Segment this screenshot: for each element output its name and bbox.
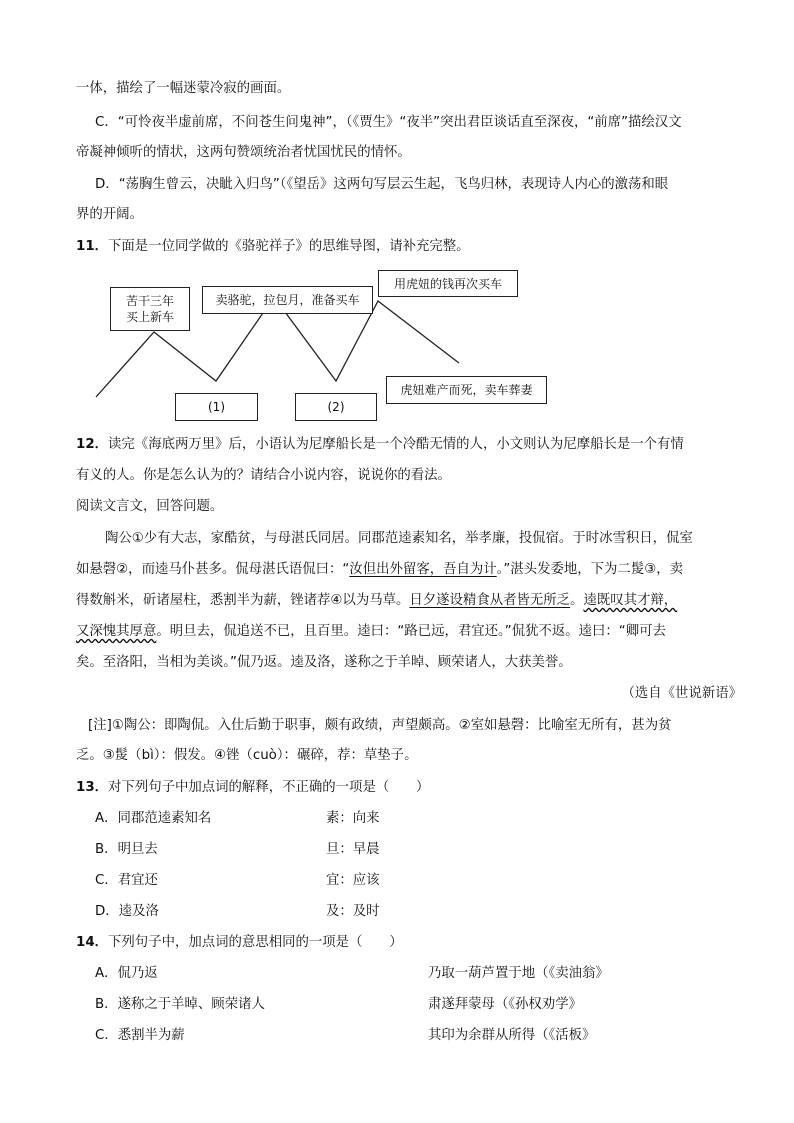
question-12-line1 — [76, 435, 684, 455]
q13-option-d-gloss: 及：及时 — [326, 904, 380, 919]
option-c-line1: C．“可怜夜半虚前席，不问苍生问鬼神”，（《贾生》“夜半”突出君臣谈话直至深夜，“前席”描绘汉文 — [95, 115, 682, 130]
question-number: 13． — [76, 780, 109, 795]
option-c-line2: 帝凝神倾听的情状，这两句赞颂统治者忧国忧民的情怀。 — [76, 145, 411, 160]
paragraph-tail: 一体，描绘了一幅迷蒙冷寂的画面。 — [76, 81, 291, 96]
question-14 — [76, 933, 403, 953]
classical-line-2 — [76, 560, 683, 580]
reading-intro: 阅读文言文，回答问题。 — [76, 499, 224, 514]
q14-option-b-compare: 肃遂拜蒙母（《孙权劝学》 — [428, 997, 582, 1012]
q14-option-a-compare: 乃取一葫芦置于地（《卖油翁》 — [428, 966, 609, 981]
mindmap-blank-1[interactable]: (1) — [175, 393, 258, 421]
mindmap-box-2: 卖骆驼，拉包月，准备买车 — [202, 286, 373, 314]
q13-option-b[interactable]: B．明旦去 — [95, 842, 158, 857]
text-span: 。”湛头发委地，下为二髲③，卖 — [496, 562, 683, 577]
text-span: 得数斛米，斫诸屋柱，悉割半为薪，锉诸荐④以为马草。 — [76, 593, 410, 608]
question-text: 对下列句子中加点词的解释，不正确的一项是（ ） — [108, 780, 430, 795]
question-text: 读完《海底两万里》后，小语认为尼摩船长是一个冷酷无情的人，小文则认为尼摩船长是一个有情 — [108, 437, 684, 452]
wavy-underlined-sentence: 又深愧其厚意 — [76, 624, 157, 639]
q13-option-d[interactable]: D．逵及洛 — [95, 904, 159, 919]
q14-option-c[interactable]: C．悉割半为薪 — [95, 1028, 185, 1043]
classical-line-4 — [76, 622, 666, 642]
q13-option-c-gloss: 宜：应该 — [326, 873, 380, 888]
classical-line-5: 矣。至洛阳，当相为美谈。”侃乃返。逵及洛，遂称之于羊晫、顾荣诸人，大获美誉。 — [76, 655, 572, 670]
source-citation: （选自《世说新语》 — [621, 686, 742, 701]
wavy-underlined-sentence: 逵既叹其才辩， — [583, 593, 678, 608]
text-span: 如悬磬②，而逵马仆甚多。侃母湛氏语侃曰：“ — [76, 562, 350, 577]
question-number: 12． — [76, 437, 109, 452]
q13-option-a[interactable]: A．同郡范逵素知名 — [95, 811, 212, 826]
underlined-sentence: 日夕遂设精食从者皆无所乏 — [409, 593, 571, 608]
q13-option-b-gloss: 旦：早晨 — [326, 842, 380, 857]
question-13 — [76, 778, 429, 798]
q13-option-a-gloss: 素：向来 — [326, 811, 380, 826]
classical-line-1: 陶公①少有大志，家酷贫，与母湛氏同居。同郡范逵素知名，举孝廉，投侃宿。于时冰雪积日，侃室 — [105, 531, 693, 546]
notes-line-2: 乏。③髲（bì）：假发。④锉（cuò）：碾碎，荐：草垫子。 — [76, 748, 418, 763]
mindmap-box-1: 苦干三年买上新车 — [110, 287, 190, 331]
question-text: 下列句子中，加点词的意思相同的一项是（ ） — [108, 935, 403, 950]
question-number: 14． — [76, 935, 109, 950]
q14-option-a[interactable]: A．侃乃返 — [95, 966, 158, 981]
question-number: 11． — [76, 239, 109, 254]
mindmap-box-4: 虎妞难产而死，卖车葬妻 — [386, 376, 547, 404]
mindmap-box-3: 用虎妞的钱再次买车 — [378, 270, 518, 297]
option-d-line1: D．“荡胸生曾云，决眦入归鸟”（《望岳》这两句写层云生起，飞鸟归林，表现诗人内心的激荡和眼 — [95, 177, 669, 192]
mindmap-blank-2[interactable]: (2) — [295, 393, 377, 421]
option-d-line2: 界的开阔。 — [76, 207, 143, 222]
text-span: 。明旦去，侃追送不已，且百里。逵曰：“路已远，君宜还。”侃犹不返。逵曰：“卿可去 — [156, 624, 666, 639]
notes-line-1: [注]①陶公：即陶侃。入仕后勤于职事，颇有政绩，声望颇高。②室如悬磬：比喻室无所有，甚为贫 — [88, 718, 672, 733]
classical-line-3 — [76, 591, 677, 611]
underlined-sentence: 汝但出外留客，吾自为计 — [349, 562, 497, 577]
q13-option-c[interactable]: C．君宜还 — [95, 873, 158, 888]
q14-option-b[interactable]: B．遂称之于羊晫、顾荣诸人 — [95, 997, 265, 1012]
question-12-line2: 有义的人。你是怎么认为的？请结合小说内容，说说你的看法。 — [76, 468, 451, 483]
q14-option-c-compare: 其印为余群从所得（《活板》 — [428, 1028, 596, 1043]
text-span: 。 — [570, 593, 584, 608]
question-text: 下面是一位同学做的《骆驼祥子》的思维导图，请补充完整。 — [108, 239, 470, 254]
